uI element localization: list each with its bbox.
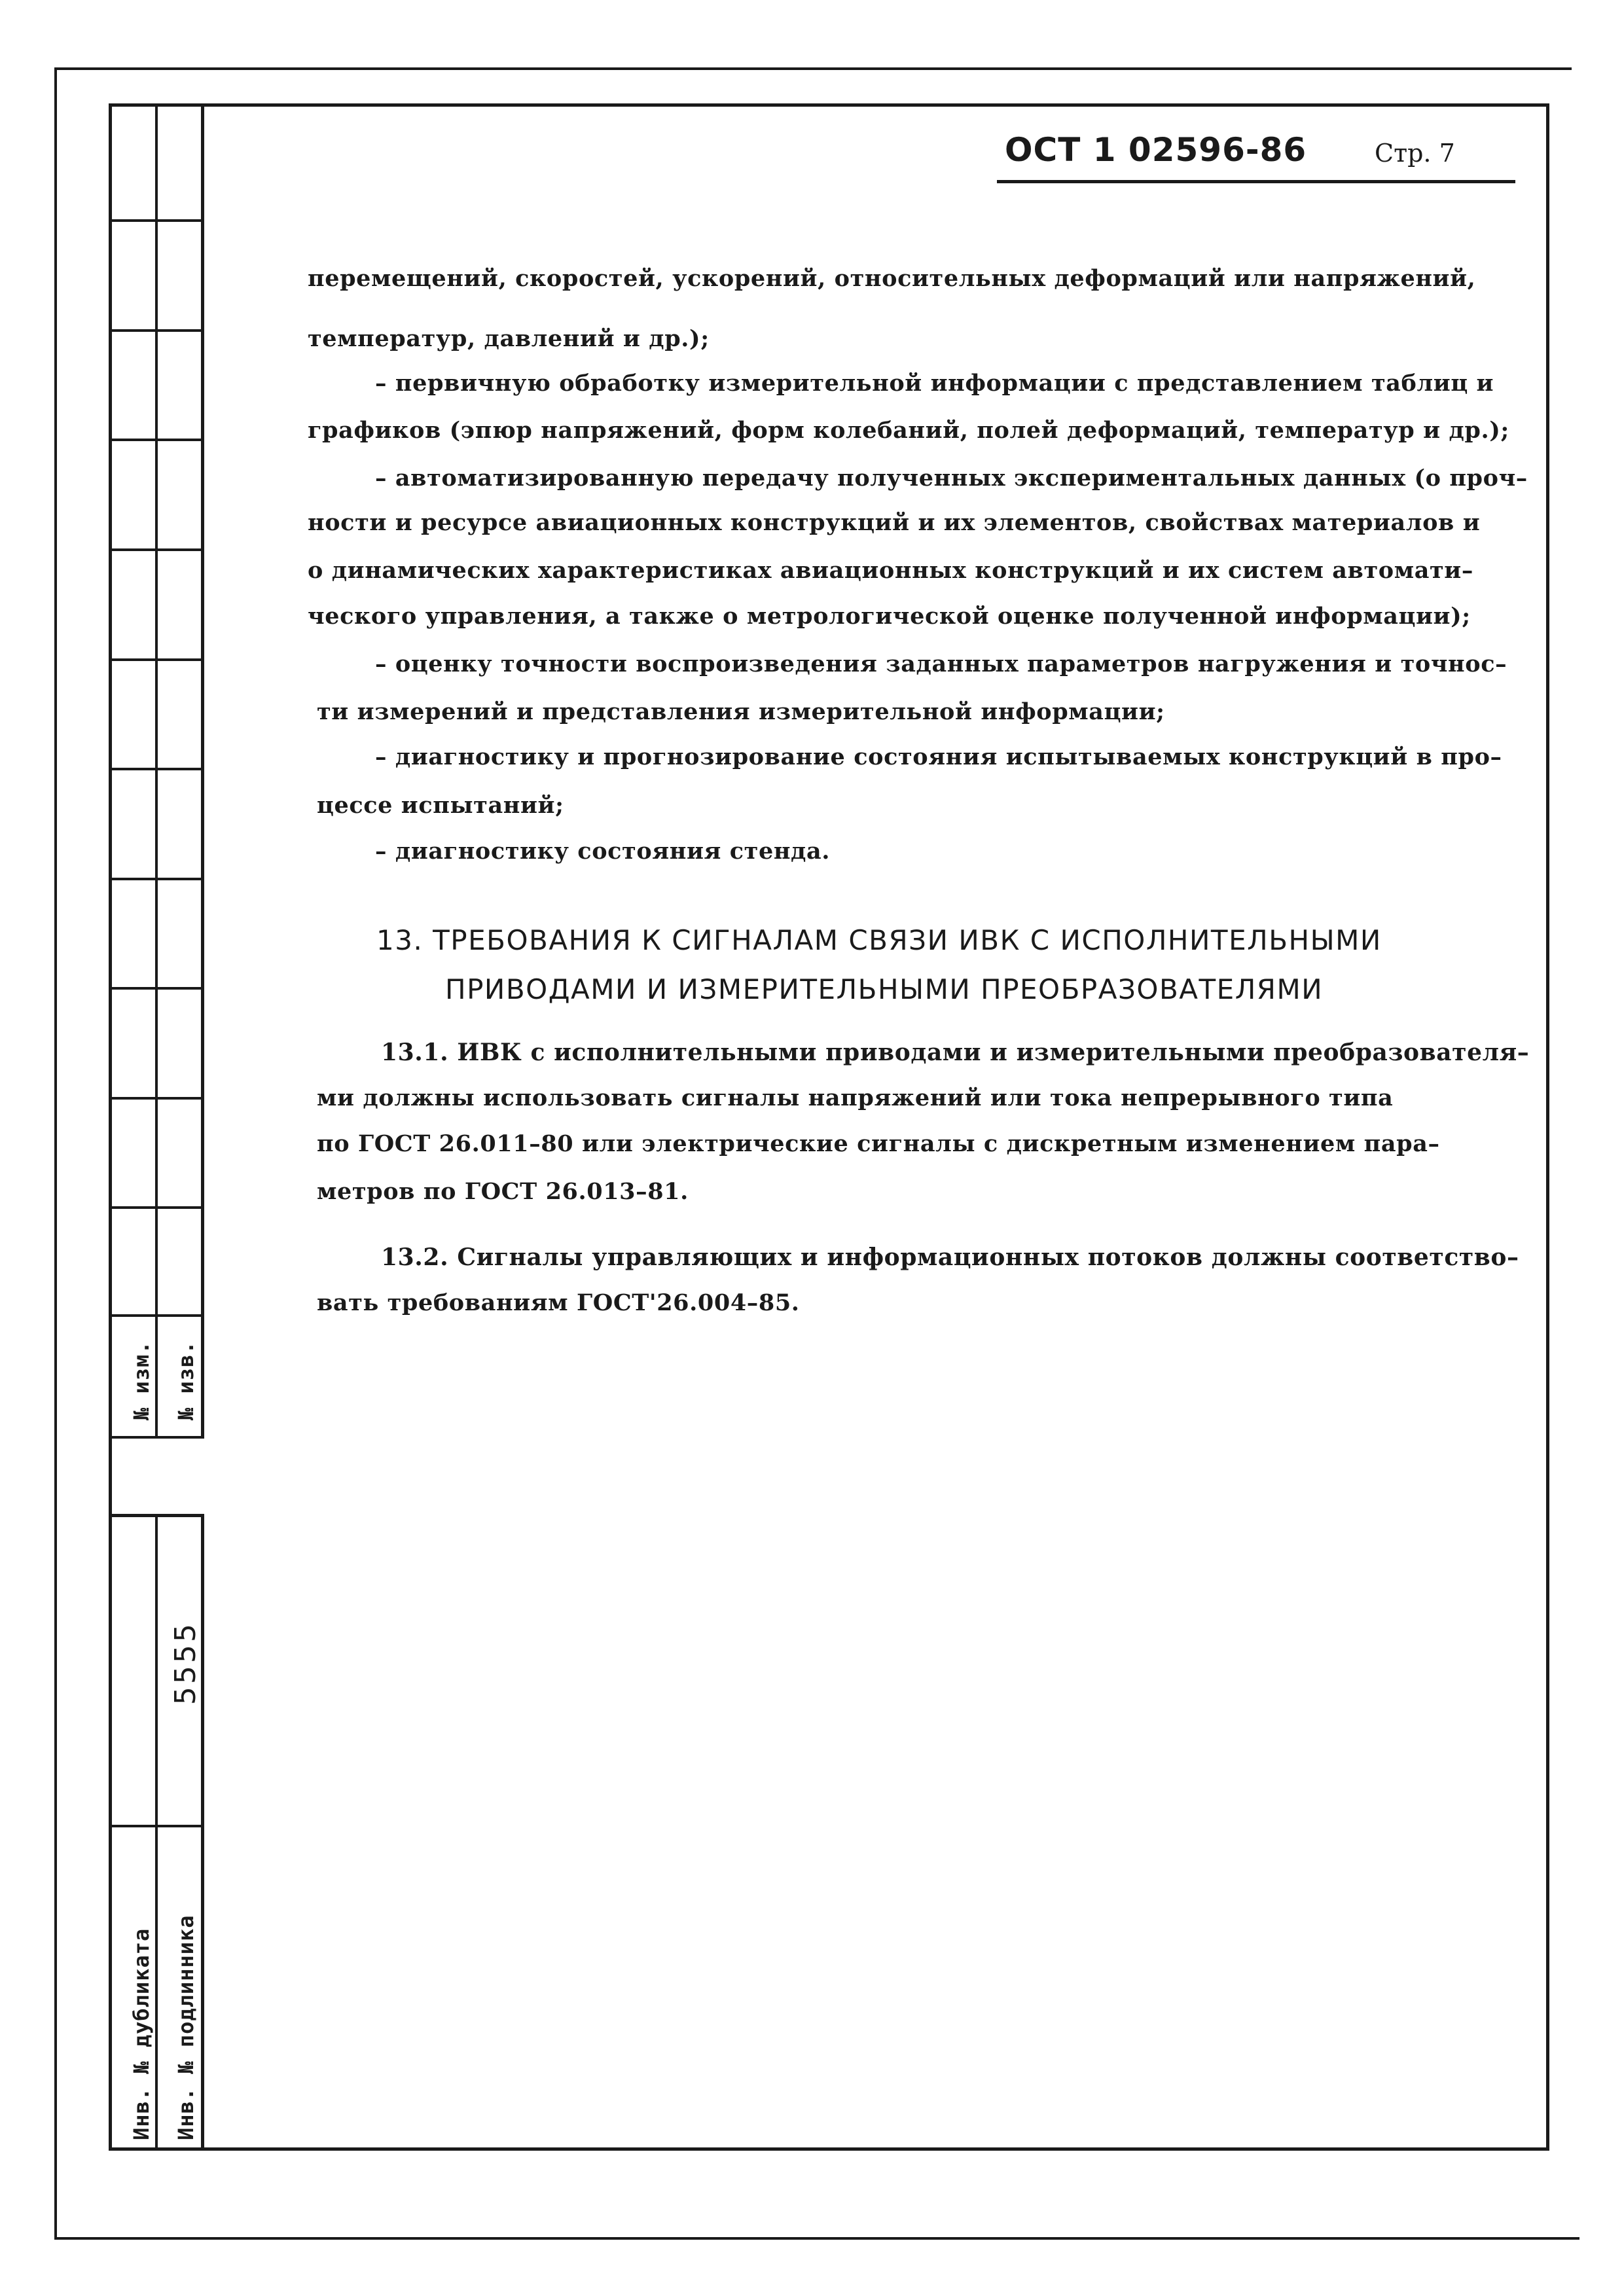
strip-row-line xyxy=(109,1314,204,1317)
strip-row-line xyxy=(109,1097,204,1100)
paragraph-line: по ГОСТ 26.011–80 или электрические сигналы с дискретным изменением пара– xyxy=(317,1130,1440,1157)
text-line: о динамических характеристиках авиационных конструкций и их систем автомати– xyxy=(308,557,1473,584)
text-line: ческого управления, а также о метрологической оценке полученной информации); xyxy=(308,603,1471,630)
list-item: – оценку точности воспроизведения заданных параметров нагружения и точнос– xyxy=(375,651,1507,677)
page-edge-bottom xyxy=(54,2237,1579,2240)
strip-row-line xyxy=(109,658,204,661)
strip-row-line xyxy=(109,219,204,222)
text-line: температур, давлений и др.); xyxy=(308,325,710,352)
inv-dubl-label: Инв. № дубликата xyxy=(129,1928,154,2140)
text-line: ности и ресурсе авиационных конструкций и их элементов, свойствах материалов и xyxy=(308,509,1481,536)
page-edge-top xyxy=(54,67,1572,70)
izm-label: № изм. xyxy=(129,1340,154,1420)
section-heading: 13. ТРЕБОВАНИЯ К СИГНАЛАМ СВЯЗИ ИВК С ИСПОЛНИТЕЛЬНЫМИ xyxy=(376,924,1382,956)
revision-strip xyxy=(109,103,204,1439)
section-heading: ПРИВОДАМИ И ИЗМЕРИТЕЛЬНЫМИ ПРЕОБРАЗОВАТЕЛЯМИ xyxy=(445,973,1324,1005)
paragraph-line: ми должны использовать сигналы напряжений или тока непрерывного типа xyxy=(317,1085,1394,1111)
inventory-strip-divider xyxy=(155,1517,158,2151)
strip-row-line xyxy=(109,1436,204,1439)
page-number: Стр. 7 xyxy=(1375,139,1455,168)
text-line: ти измерений и представления измерительной информации; xyxy=(317,698,1165,725)
list-item: – автоматизированную передачу полученных экспериментальных данных (о проч– xyxy=(375,465,1528,492)
inv-podl-number: 5555 xyxy=(169,1621,202,1705)
text-line: цессе испытаний; xyxy=(317,792,564,819)
strip-row-line xyxy=(109,439,204,441)
strip-row-line xyxy=(109,548,204,551)
izv-label: № изв. xyxy=(173,1340,198,1420)
header-underline xyxy=(997,180,1515,183)
document-code: ОСТ 1 02596-86 xyxy=(1005,131,1307,169)
revision-strip-divider xyxy=(155,103,158,1439)
page-frame xyxy=(109,103,1549,2151)
inv-podl-label: Инв. № подлинника xyxy=(173,1914,198,2140)
strip-row-line xyxy=(109,1206,204,1209)
paragraph-line: 13.1. ИВК с исполнительными приводами и измерительными преобразователя– xyxy=(381,1039,1530,1066)
strip-row-line xyxy=(109,987,204,990)
list-item: – диагностику состояния стенда. xyxy=(375,838,831,865)
text-line: перемещений, скоростей, ускорений, относительных деформаций или напряжений, xyxy=(308,265,1476,292)
list-item: – диагностику и прогнозирование состояния испытываемых конструкций в про– xyxy=(375,744,1502,770)
strip-row-line xyxy=(109,329,204,332)
paragraph-line: метров по ГОСТ 26.013–81. xyxy=(317,1178,689,1205)
paragraph-line: вать требованиям ГОСТ'26.004–85. xyxy=(317,1289,800,1316)
strip-row-line xyxy=(109,768,204,770)
paragraph-line: 13.2. Сигналы управляющих и информационных потоков должны соответство– xyxy=(381,1244,1519,1271)
text-line: графиков (эпюр напряжений, форм колебаний, полей деформаций, температур и др.); xyxy=(308,417,1509,444)
list-item: – первичную обработку измерительной информации с представлением таблиц и xyxy=(375,370,1494,397)
page-edge-left xyxy=(54,67,57,2237)
strip-row-line xyxy=(109,878,204,880)
strip-row-line xyxy=(112,1825,204,1827)
